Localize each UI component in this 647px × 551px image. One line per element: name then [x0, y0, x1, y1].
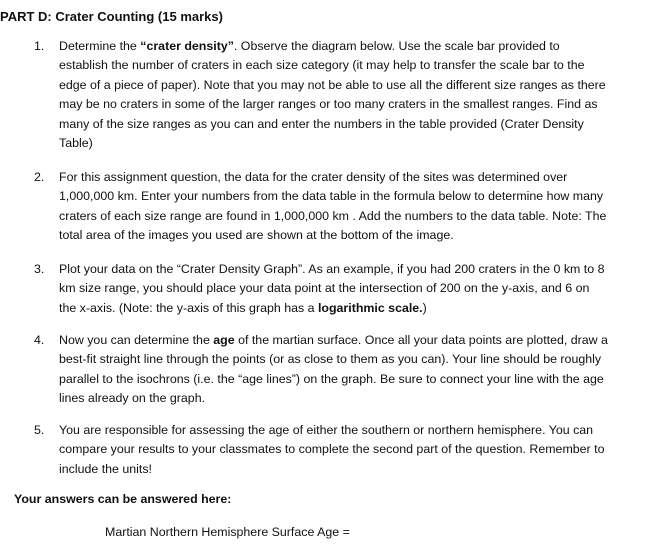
question-2 — [34, 168, 609, 246]
section-heading: PART D: Crater Counting (15 marks) — [0, 9, 223, 24]
question-number: 4. — [34, 333, 45, 347]
question-1 — [34, 37, 609, 153]
question-4 — [34, 331, 609, 409]
question-5 — [34, 421, 609, 479]
question-3 — [34, 260, 609, 318]
question-number: 5. — [34, 423, 45, 437]
question-text: For this assignment question, the data for the crater density of the sites was determined over 1,000,000 km. Enter your numbers from the data table in the formula below to determine how many craters of each size range are found in 1,000,000 km . Add the numbers to the data table. Note: The total area of the images you used are shown at the bottom of the image. — [59, 170, 607, 243]
question-text: Plot your data on the “Crater Density Graph”. As an example, if you had 200 craters in the 0 km to 8 km size range, you should place your data point at the intersection of 200 on the y-axis, and 6 on the x-axis. (Note: the y-axis of this graph has a logarithmic scale.) — [59, 262, 605, 315]
question-text: Determine the “crater density”. Observe the diagram below. Use the scale bar provided to establish the number of craters in each size category (it may help to transfer the scale bar to the edge of a piece of paper). Note that you may not be able to use all the different size ranges as there may be no craters in some of the larger ranges or too many craters in the smallest ranges. Find as many of the size ranges as you can and enter the numbers in the table provided (Crater Density Table) — [59, 39, 606, 151]
question-text: You are responsible for assessing the age of either the southern or northern hemisphere. You can compare your results to your classmates to complete the second part of the question. Remember to include the units! — [59, 423, 605, 476]
question-number: 1. — [34, 39, 45, 53]
surface-age-prompt: Martian Northern Hemisphere Surface Age = — [105, 525, 350, 539]
question-number: 2. — [34, 170, 45, 184]
question-number: 3. — [34, 262, 45, 276]
answers-heading: Your answers can be answered here: — [14, 492, 232, 506]
question-text: Now you can determine the age of the martian surface. Once all your data points are plotted, draw a best-fit straight line through the points (or as close to them as you can). Your line should be roughly parallel to the isochrons (i.e. the “age lines”) on the graph. Be sure to connect your line with the age lines already on the graph. — [59, 333, 608, 406]
